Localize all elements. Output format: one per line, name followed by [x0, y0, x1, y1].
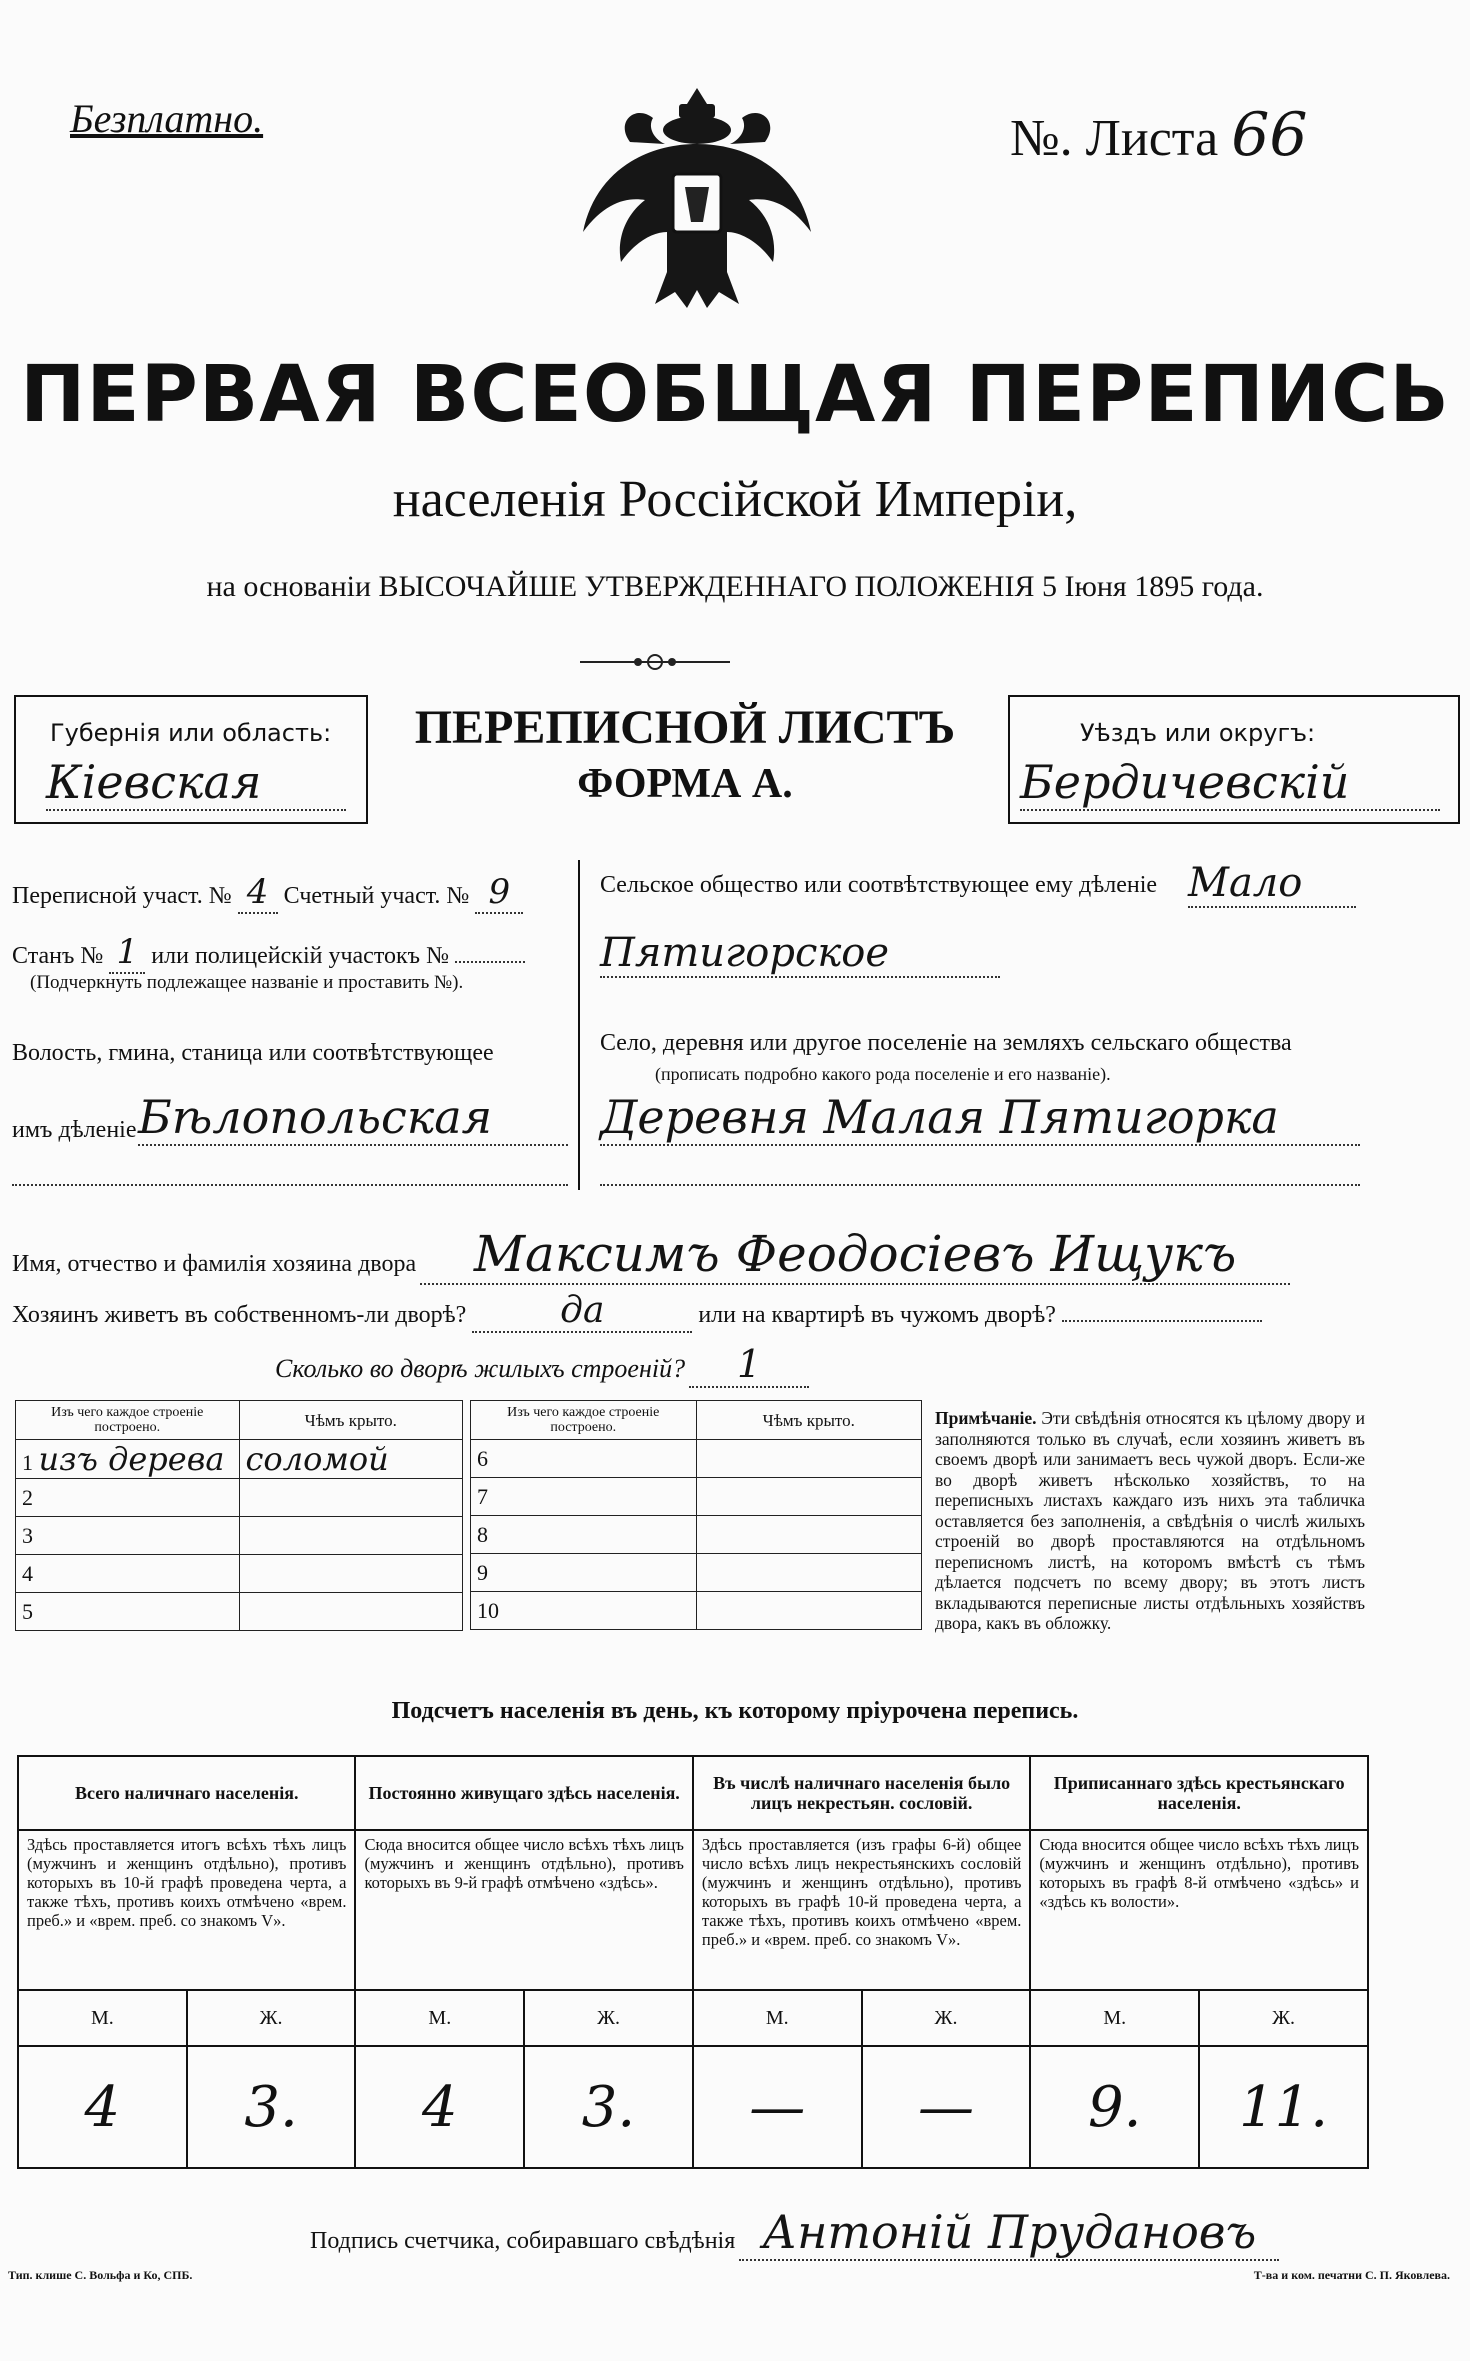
roof-value: соломой [245, 1440, 389, 1478]
resident-female-value: 3. [581, 2074, 636, 2140]
census-section-value: 4 [238, 872, 278, 914]
police-value [455, 961, 525, 963]
society-label: Сельское общество или соотвѣтствующее ему дѣленіе [600, 872, 1158, 898]
table-row [471, 1440, 922, 1478]
population-head-4: Приписаннаго здѣсь крестьянскаго населенія. [1030, 1756, 1368, 1830]
village-label: Село, деревня или другое поселеніе на земляхъ сельскаго общества [600, 1030, 1292, 1056]
own-yard-value: да [472, 1290, 692, 1333]
row-number: 7 [471, 1478, 697, 1516]
female-header: Ж. [524, 1990, 693, 2046]
volost-line-2 [12, 1170, 568, 1186]
volost-label-2: имъ дѣленіе [12, 1117, 137, 1143]
row-number: 3 [16, 1517, 240, 1555]
owner-label: Имя, отчество и фамилія хозяина двора [12, 1251, 417, 1277]
row-number: 5 [16, 1593, 240, 1631]
signature-value: Антоній Прудановъ [739, 2205, 1279, 2261]
coat-of-arms-icon [575, 82, 820, 312]
district-value: Бердичевскій [1020, 755, 1440, 811]
free-label: Безплатно. [70, 96, 264, 141]
row-number: 9 [471, 1554, 697, 1592]
resident-male-value: 4 [421, 2074, 458, 2140]
table-row [16, 1479, 463, 1517]
population-head-1: Всего наличнаго населенія. [18, 1756, 355, 1830]
row-number: 8 [471, 1516, 697, 1554]
row-number: 10 [471, 1592, 697, 1630]
row-number: 4 [16, 1555, 240, 1593]
table-row [471, 1554, 922, 1592]
structures-table-left [15, 1400, 463, 1631]
present-female-value: 3. [244, 2074, 298, 2140]
population-head-2: Постоянно живущаго здѣсь населенія. [355, 1756, 692, 1830]
row-number: 1 [22, 1450, 33, 1475]
province-box [14, 695, 368, 824]
population-desc-2: Сюда вносится общее число всѣхъ тѣхъ лицъ (мужчинъ и женщинъ отдѣльно), противъ которыхъ въ 9-й графѣ отмѣчено «здѣсь». [355, 1830, 692, 1990]
count-section-label: Счетный участ. № [283, 883, 470, 909]
table-row [16, 1593, 463, 1631]
sheet-number-label: №. Листа [1010, 110, 1219, 167]
population-desc-1: Здѣсь проставляется итогъ всѣхъ тѣхъ лицъ (мужчинъ и женщинъ отдѣльно), противъ которыхъ въ 10-й графѣ проведена черта, а также тѣхъ, противъ коихъ отмѣчено «врем. преб.» и «врем. преб. со знакомъ V». [18, 1830, 355, 1990]
district-box [1008, 695, 1460, 824]
society-value: Мало [1188, 860, 1356, 908]
row-number: 2 [16, 1479, 240, 1517]
structures-table-right [470, 1400, 922, 1630]
population-title: Подсчетъ населенія въ день, къ которому пріурочена перепись. [391, 1698, 1079, 1724]
female-header: Ж. [1199, 1990, 1368, 2046]
police-label: или полицейскій участокъ № [151, 943, 449, 969]
row-number: 6 [471, 1440, 697, 1478]
ornament-divider [580, 650, 730, 674]
owner-row [12, 1225, 1290, 1285]
col-roof-header: Чѣмъ крыто. [239, 1401, 463, 1440]
village-value: Деревня Малая Пятигорка [600, 1090, 1360, 1146]
province-label: Губернія или область: [50, 719, 332, 747]
male-header: М. [355, 1990, 524, 2046]
population-desc-3: Здѣсь проставляется (изъ графы 6-й) общее число всѣхъ лицъ некрестьянскихъ сословій (мужчинъ и женщинъ отдѣльно), противъ которыхъ въ графѣ 10-й проведена черта, а также тѣхъ, противъ коихъ отмѣчено «врем. преб.» и «врем. преб. со знакомъ V». [693, 1830, 1031, 1990]
own-yard-label: Хозяинъ живетъ въ собственномъ-ли дворѣ? [12, 1302, 467, 1328]
other-yard-value [1062, 1320, 1262, 1322]
population-table [17, 1755, 1369, 2169]
stan-label: Станъ № [12, 943, 104, 969]
table-row [16, 1440, 463, 1479]
note-text: Эти свѣдѣнія относятся къ цѣлому двору и заполняются только въ случаѣ, если хозяинъ живетъ въ своемъ дворѣ или занимаетъ весь чужой дворъ. Если-же во дворѣ живетъ нѣсколько хозяйствъ, то на переписныхъ листахъ каждаго изъ нихъ эта табличка оставляется без заполненія, а свѣдѣнія о числѣ жилыхъ строеній во дворѣ проставляются на отдѣльномъ переписномъ листѣ, на которомъ вмѣстѣ съ тѣмъ дѣлается подсчетъ по всему двору; въ этотъ листъ вкладываются переписные листы отдѣльныхъ хозяйствъ двора, какъ въ обложку. [935, 1408, 1365, 1633]
form-title: ПЕРЕПИСНОЙ ЛИСТЪ [414, 701, 956, 754]
imprint-right: Т-ва и ком. печатни С. П. Яковлева. [1253, 2268, 1450, 2282]
census-section-row [12, 872, 523, 914]
buildings-label: Сколько во дворѣ жилыхъ строеній? [275, 1354, 686, 1383]
registered-male-value: 9. [1088, 2074, 1142, 2140]
male-header: М. [693, 1990, 862, 2046]
table-row [471, 1478, 922, 1516]
volost-value: Бѣлопольская [138, 1090, 568, 1146]
table-row [16, 1517, 463, 1555]
buildings-value: 1 [689, 1342, 809, 1388]
stan-value: 1 [109, 932, 145, 974]
village-line-2 [600, 1170, 1360, 1186]
form-name: ФОРМА А. [577, 761, 793, 807]
female-header: Ж. [862, 1990, 1031, 2046]
society-value-2: Пятигорское [600, 930, 1000, 978]
section-divider [578, 860, 580, 1190]
signature-row [310, 2205, 1279, 2261]
census-section-label: Переписной участ. № [12, 883, 232, 909]
col-built-header: Изъ чего каждое строеніе построено. [471, 1401, 697, 1440]
village-note: (прописать подробно какого рода поселеніе и его названіе). [655, 1064, 1111, 1084]
registered-female-value: 11. [1239, 2074, 1329, 2140]
main-title: ПЕРВАЯ ВСЕОБЩАЯ ПЕРЕПИСЬ [20, 350, 1450, 440]
underline-note: (Подчеркнуть подлежащее названіе и проставить №). [30, 972, 464, 993]
signature-label: Подпись счетчика, собиравшаго свѣдѣнія [310, 2228, 736, 2254]
own-yard-row [12, 1290, 1262, 1333]
note-title: Примѣчаніе. [935, 1408, 1037, 1428]
other-yard-label: или на квартирѣ въ чужомъ дворѣ? [698, 1302, 1056, 1328]
table-row [471, 1516, 922, 1554]
province-value: Кіевская [46, 755, 346, 811]
built-value: изъ дерева [38, 1440, 225, 1478]
subtitle: населенія Россійской Имперіи, [392, 471, 1078, 528]
non-peasant-female-value: — [918, 2074, 975, 2140]
table-row [471, 1592, 922, 1630]
structures-note [935, 1408, 1365, 1634]
sheet-number-value: 66 [1231, 100, 1308, 170]
count-section-value: 9 [475, 872, 523, 914]
male-header: М. [1030, 1990, 1199, 2046]
owner-value: Максимъ Феодосіевъ Ищукъ [420, 1225, 1290, 1285]
volost-label: Волость, гмина, станица или соотвѣтствующее [12, 1040, 494, 1066]
present-male-value: 4 [84, 2074, 121, 2140]
district-label: Уѣздъ или округъ: [1080, 719, 1316, 747]
male-header: М. [18, 1990, 187, 2046]
stan-row [12, 932, 525, 974]
population-desc-4: Сюда вносится общее число всѣхъ тѣхъ лицъ (мужчинъ и женщинъ отдѣльно), противъ которыхъ въ графѣ 8-й отмѣчено «здѣсь» и «здѣсь къ волости». [1030, 1830, 1368, 1990]
population-head-3: Въ числѣ наличнаго населенія было лицъ некрестьян. сословій. [693, 1756, 1031, 1830]
table-row [16, 1555, 463, 1593]
buildings-row [275, 1342, 809, 1388]
sheet-number [1010, 100, 1308, 170]
col-built-header: Изъ чего каждое строеніе построено. [16, 1401, 240, 1440]
female-header: Ж. [187, 1990, 356, 2046]
basis-line: на основаніи ВЫСОЧАЙШЕ УТВЕРЖДЕННАГО ПОЛОЖЕНІЯ 5 Іюня 1895 года. [206, 570, 1264, 603]
non-peasant-male-value: — [749, 2074, 806, 2140]
imprint-left: Тип. клише С. Вольфа и Ко, СПБ. [8, 2268, 193, 2282]
col-roof-header: Чѣмъ крыто. [696, 1401, 922, 1440]
